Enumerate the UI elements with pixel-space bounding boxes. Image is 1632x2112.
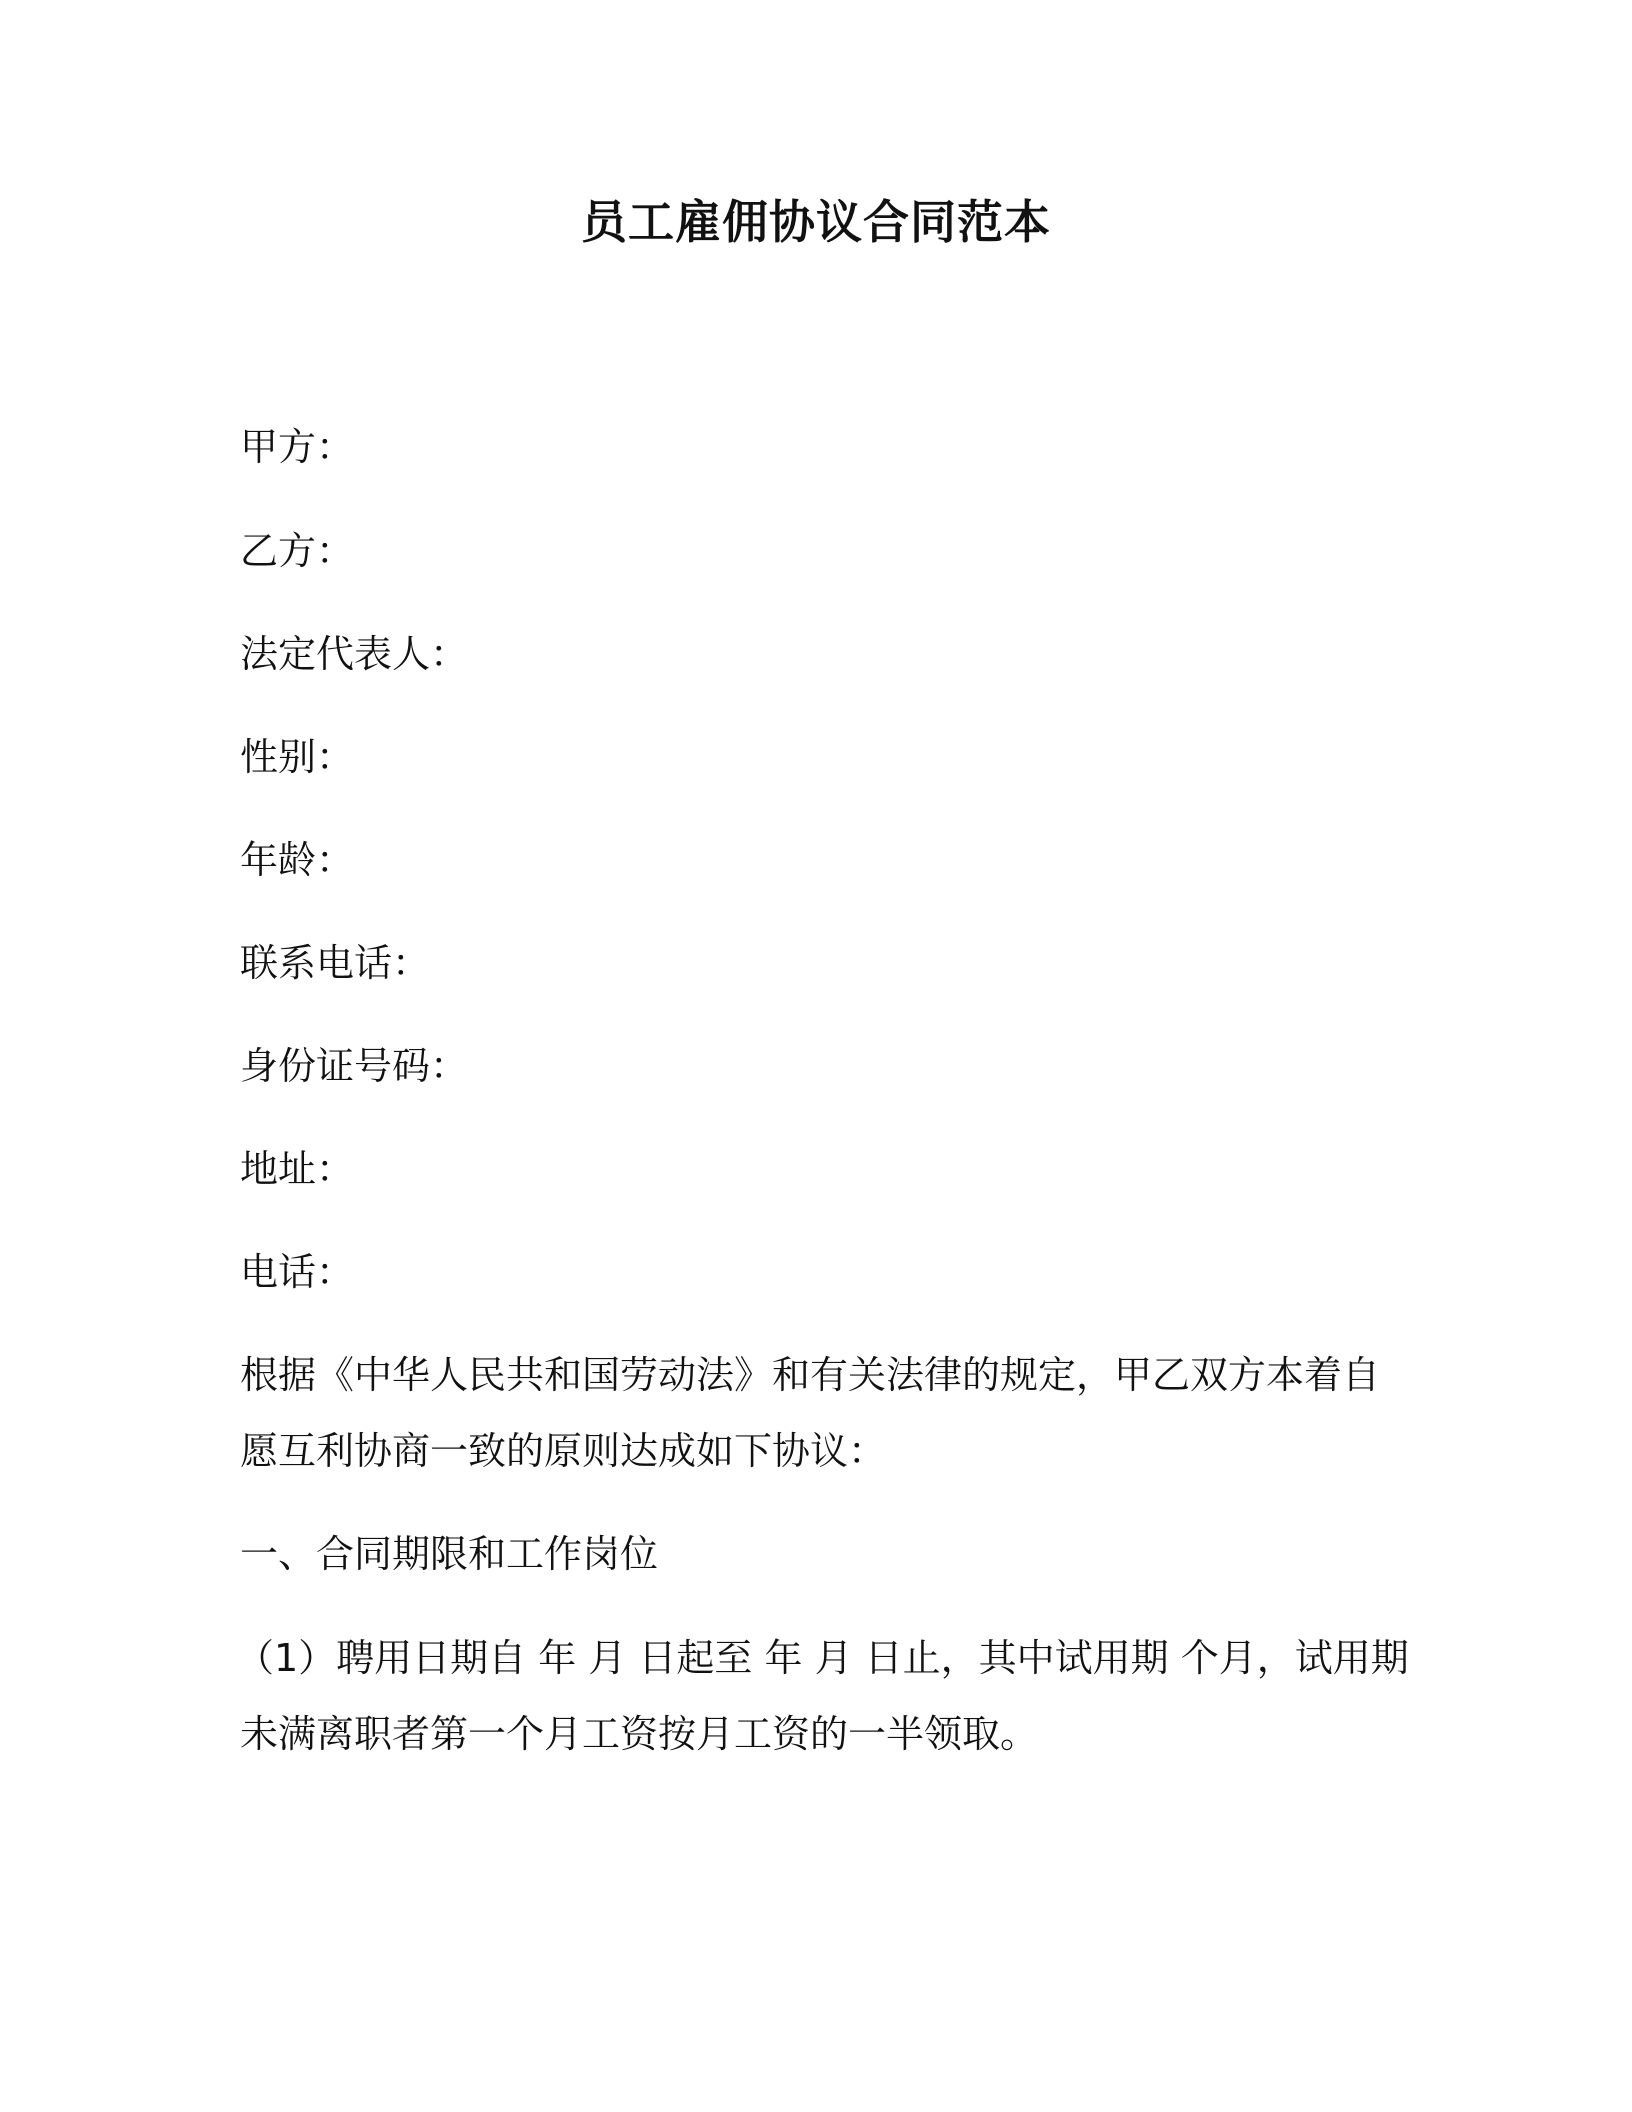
field-contact-phone: 联系电话： xyxy=(240,941,431,985)
document-title: 员工雇佣协议合同范本 xyxy=(581,195,1051,249)
field-age: 年龄： xyxy=(240,838,355,882)
clause-1-line-1: （1）聘用日期自 年 月 日起至 年 月 日止，其中试用期 个月，试用期 xyxy=(236,1636,1409,1680)
field-legal-representative: 法定代表人： xyxy=(240,632,469,676)
preamble-line-2: 愿互利协商一致的原则达成如下协议： xyxy=(240,1429,887,1473)
field-id-number: 身份证号码： xyxy=(240,1044,469,1088)
clause-1-line-2: 未满离职者第一个月工资按月工资的一半领取。 xyxy=(240,1712,1039,1756)
field-gender: 性别： xyxy=(240,735,355,779)
field-party-a: 甲方： xyxy=(240,425,355,469)
preamble-line-1: 根据《中华人民共和国劳动法》和有关法律的规定，甲乙双方本着自 xyxy=(240,1353,1381,1397)
field-party-b: 乙方： xyxy=(240,529,355,573)
field-phone: 电话： xyxy=(240,1250,355,1294)
section-heading-1: 一、合同期限和工作岗位 xyxy=(240,1532,659,1576)
field-address: 地址： xyxy=(240,1147,355,1191)
